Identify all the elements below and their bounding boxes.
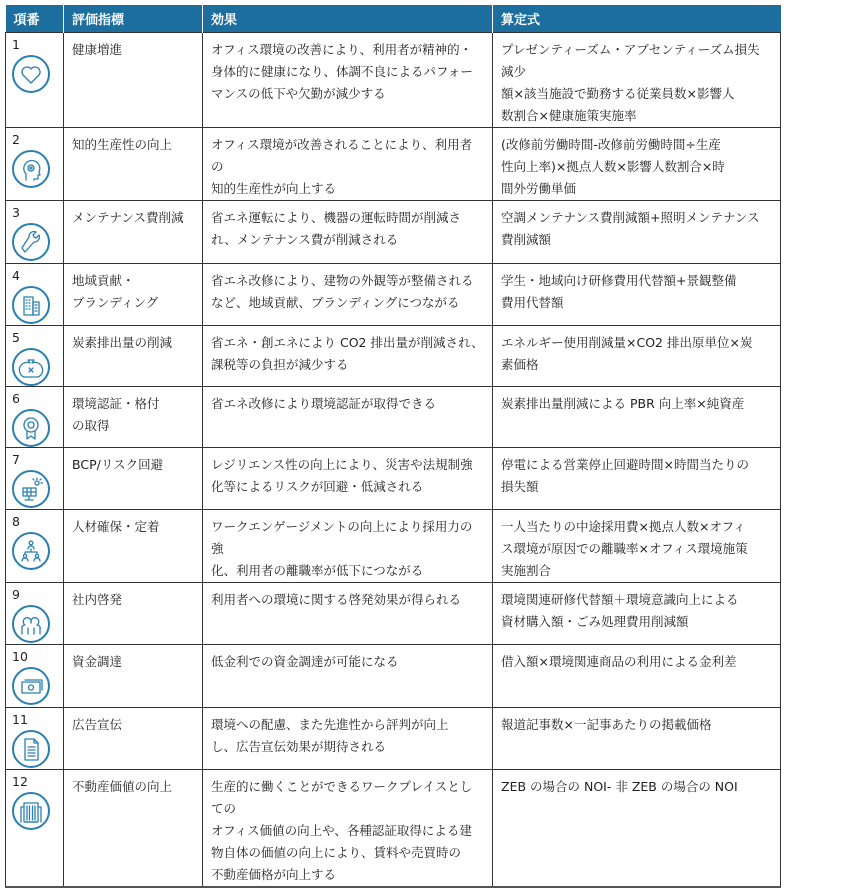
formula-cell: 借入額×環境関連商品の利用による金利差 xyxy=(493,645,781,708)
effect-cell: 利用者への環境に関する啓発効果が得られる xyxy=(203,583,493,645)
effect-cell: 省エネ改修により、建物の外観等が整備される など、地域貢献、ブランディングにつながる xyxy=(203,264,493,326)
formula-cell: 炭素排出量削減による PBR 向上率×純資産 xyxy=(493,387,781,448)
table-row xyxy=(6,128,781,201)
table-row xyxy=(6,510,781,583)
indicator-cell: 健康増進 xyxy=(64,33,203,128)
indicator-cell: 人材確保・定着 xyxy=(64,510,203,583)
effect-cell: 環境への配慮、また先進性から評判が向上 し、広告宣伝効果が期待される xyxy=(203,708,493,770)
indicator-cell: メンテナンス費削減 xyxy=(64,201,203,264)
header-indicator: 評価指標 xyxy=(64,5,203,33)
formula-cell: ZEB の場合の NOI- 非 ZEB の場合の NOI xyxy=(493,770,781,888)
carbon-bag-icon xyxy=(12,348,50,386)
effect-cell: 省エネ改修により環境認証が取得できる xyxy=(203,387,493,448)
formula-cell: 停電による営業停止回避時間×時間当たりの 損失額 xyxy=(493,448,781,510)
table-header-row xyxy=(6,5,781,33)
formula-cell: 学生・地域向け研修費用代替額+景観整備 費用代替額 xyxy=(493,264,781,326)
row-number-cell xyxy=(6,201,64,264)
row-number-cell xyxy=(6,510,64,583)
row-number: 4 xyxy=(12,268,20,283)
indicator-cell: 不動産価値の向上 xyxy=(64,770,203,888)
indicator-cell: 炭素排出量の削減 xyxy=(64,326,203,387)
heart-icon xyxy=(12,55,50,93)
row-number-cell xyxy=(6,326,64,387)
formula-cell: エネルギー使用削減量×CO2 排出原単位×炭 素価格 xyxy=(493,326,781,387)
table-row xyxy=(6,326,781,387)
table-row xyxy=(6,387,781,448)
row-number-cell xyxy=(6,387,64,448)
effect-cell: ワークエンゲージメントの向上により採用力の強 化、利用者の離職率が低下につながる xyxy=(203,510,493,583)
row-number: 5 xyxy=(12,330,20,345)
table-row xyxy=(6,770,781,888)
formula-cell: 一人当たりの中途採用費×拠点人数×オフィ ス環境が原因での離職率×オフィス環境施策 実施割合 xyxy=(493,510,781,583)
effect-cell: 低金利での資金調達が可能になる xyxy=(203,645,493,708)
effect-cell: レジリエンス性の向上により、災害や法規制強 化等によるリスクが回避・低減される xyxy=(203,448,493,510)
indicator-cell: 環境認証・格付 の取得 xyxy=(64,387,203,448)
brain-head-icon xyxy=(12,150,50,188)
people-group-icon xyxy=(12,605,50,643)
effect-cell: 省エネ・創エネにより CO2 排出量が削減され、 課税等の負担が減少する xyxy=(203,326,493,387)
indicator-cell: 地域貢献・ ブランディング xyxy=(64,264,203,326)
effect-cell: 省エネ運転により、機器の運転時間が削減さ れ、メンテナンス費が削減される xyxy=(203,201,493,264)
table-row xyxy=(6,264,781,326)
evaluation-indicator-table xyxy=(5,5,781,888)
header-effect: 効果 xyxy=(203,5,493,33)
row-number: 9 xyxy=(12,587,20,602)
row-number-cell xyxy=(6,128,64,201)
effect-cell: 生産的に働くことができるワークプレイスとしての オフィス価値の向上や、各種認証取得による建 物自体の価値の向上により、賃料や売買時の 不動産価格が向上する xyxy=(203,770,493,888)
formula-cell: 空調メンテナンス費削減額+照明メンテナンス 費削減額 xyxy=(493,201,781,264)
building-icon xyxy=(12,286,50,324)
wrench-icon xyxy=(12,223,50,261)
formula-cell: プレゼンティーズム・アブセンティーズム損失減少 額×該当施設で勤務する従業員数×影響人 数割合×健康施策実施率 xyxy=(493,33,781,128)
effect-cell: オフィス環境の改善により、利用者が精神的・ 身体的に健康になり、体調不良によるパフォー マンスの低下や欠勤が減少する xyxy=(203,33,493,128)
document-icon xyxy=(12,730,50,768)
header-no: 項番 xyxy=(6,5,64,33)
row-number: 11 xyxy=(12,712,28,727)
row-number: 3 xyxy=(12,205,20,220)
row-number: 7 xyxy=(12,452,20,467)
header-formula: 算定式 xyxy=(493,5,781,33)
solar-panel-icon xyxy=(12,470,50,508)
row-number-cell xyxy=(6,645,64,708)
row-number-cell xyxy=(6,770,64,888)
table-body xyxy=(6,33,781,888)
formula-cell: 環境関連研修代替額＋環境意識向上による 資材購入額・ごみ処理費用削減額 xyxy=(493,583,781,645)
indicator-cell: 広告宣伝 xyxy=(64,708,203,770)
row-number: 8 xyxy=(12,514,20,529)
row-number: 10 xyxy=(12,649,28,664)
org-people-icon xyxy=(12,532,50,570)
table-row xyxy=(6,33,781,128)
table-row xyxy=(6,708,781,770)
row-number-cell xyxy=(6,33,64,128)
indicator-cell: 資金調達 xyxy=(64,645,203,708)
formula-cell: (改修前労働時間-改修前労働時間÷生産 性向上率)×拠点人数×影響人数割合×時 間外労働単価 xyxy=(493,128,781,201)
money-icon xyxy=(12,667,50,705)
indicator-cell: BCP/リスク回避 xyxy=(64,448,203,510)
row-number-cell xyxy=(6,448,64,510)
indicator-cell: 知的生産性の向上 xyxy=(64,128,203,201)
effect-cell: オフィス環境が改善されることにより、利用者の 知的生産性が向上する xyxy=(203,128,493,201)
table-row xyxy=(6,583,781,645)
row-number-cell xyxy=(6,708,64,770)
office-building-icon xyxy=(12,792,50,830)
row-number-cell xyxy=(6,583,64,645)
award-badge-icon xyxy=(12,409,50,447)
table-row xyxy=(6,645,781,708)
row-number: 12 xyxy=(12,774,28,789)
row-number: 6 xyxy=(12,391,20,406)
row-number: 1 xyxy=(12,37,20,52)
row-number-cell xyxy=(6,264,64,326)
table-row xyxy=(6,448,781,510)
indicator-cell: 社内啓発 xyxy=(64,583,203,645)
row-number: 2 xyxy=(12,132,20,147)
formula-cell: 報道記事数×一記事あたりの掲載価格 xyxy=(493,708,781,770)
table-row xyxy=(6,201,781,264)
